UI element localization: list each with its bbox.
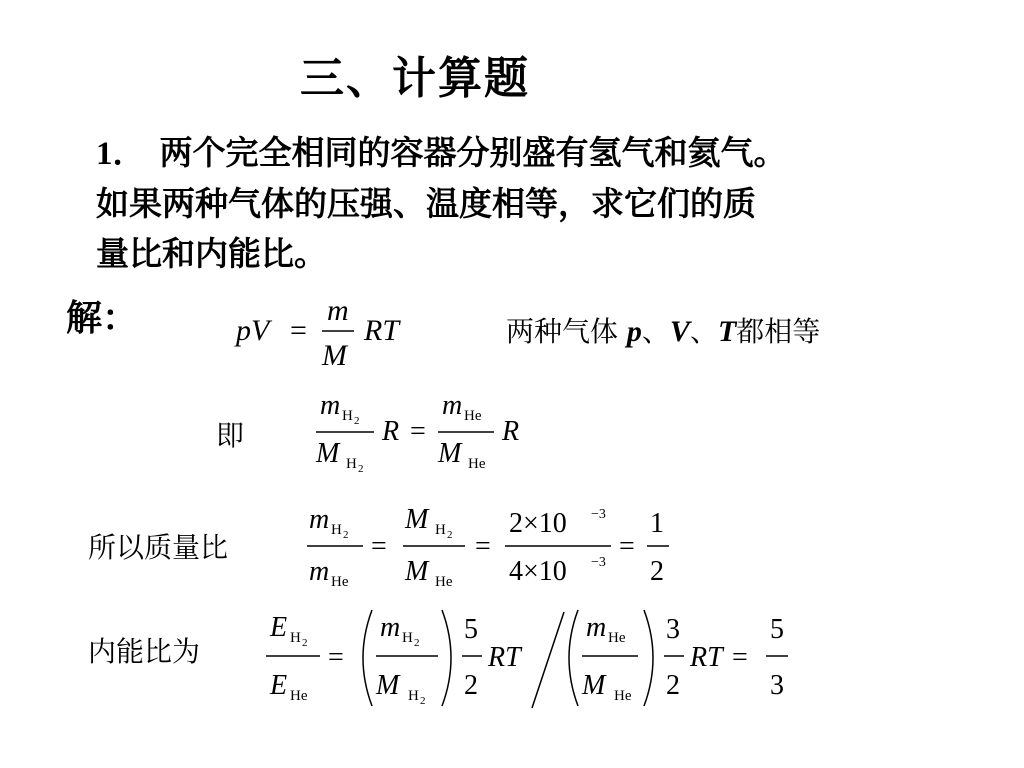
condition-note: 两种气体 p、V、T都相等	[506, 315, 821, 348]
svg-text:2: 2	[447, 529, 453, 541]
svg-text:H: H	[331, 522, 342, 538]
svg-text:=: =	[328, 642, 344, 673]
svg-text:H: H	[346, 456, 357, 472]
ideal-gas-equation	[230, 295, 430, 375]
ji-label: 即	[216, 419, 245, 452]
svg-text:E: E	[270, 670, 288, 701]
svg-text:2: 2	[650, 556, 664, 587]
svg-text:M: M	[322, 339, 347, 372]
svg-text:3: 3	[770, 670, 784, 701]
problem-line-1: 1． 两个完全相同的容器分别盛有氢气和氦气。	[96, 133, 787, 172]
svg-text:R: R	[382, 416, 400, 447]
svg-text:RT: RT	[690, 642, 723, 673]
svg-text:He: He	[614, 688, 632, 704]
svg-text:5: 5	[770, 614, 784, 645]
svg-text:=: =	[732, 642, 748, 673]
svg-text:=: =	[475, 531, 491, 562]
svg-text:M: M	[438, 438, 462, 469]
problem-statement	[96, 128, 976, 279]
svg-text:m: m	[309, 556, 330, 587]
mass-ratio-label: 所以质量比	[88, 531, 229, 564]
svg-text:2: 2	[420, 695, 426, 707]
solution-label: 解：	[66, 298, 139, 339]
svg-text:3: 3	[666, 614, 680, 645]
svg-text:2: 2	[302, 637, 308, 649]
svg-text:−3: −3	[591, 555, 606, 570]
page-title: 三、计算题	[300, 53, 530, 104]
energy-ratio-equation	[262, 604, 802, 714]
equality-equation	[310, 390, 540, 480]
svg-text:He: He	[608, 630, 626, 646]
svg-text:=: =	[290, 314, 307, 347]
svg-text:1: 1	[650, 508, 664, 539]
svg-text:m: m	[309, 504, 330, 535]
svg-text:He: He	[290, 688, 308, 704]
svg-text:RT: RT	[488, 642, 521, 673]
svg-text:4×10: 4×10	[509, 556, 567, 587]
svg-text:He: He	[331, 574, 349, 590]
svg-text:H: H	[435, 522, 446, 538]
svg-text:M: M	[316, 438, 340, 469]
problem-line-2: 如果两种气体的压强、温度相等，求它们的质	[96, 184, 756, 223]
svg-text:5: 5	[464, 614, 478, 645]
svg-text:2: 2	[358, 463, 364, 475]
svg-text:2×10: 2×10	[509, 508, 567, 539]
svg-text:H: H	[402, 630, 413, 646]
svg-text:2: 2	[354, 415, 360, 427]
svg-text:R: R	[502, 416, 520, 447]
svg-text:M: M	[405, 504, 429, 535]
svg-text:−3: −3	[591, 507, 606, 522]
svg-text:M: M	[582, 670, 606, 701]
energy-ratio-label: 内能比为	[88, 635, 201, 668]
svg-text:m: m	[442, 390, 463, 421]
svg-text:pV: pV	[236, 314, 270, 347]
problem-line-3: 量比和内能比。	[96, 234, 327, 273]
svg-text:=: =	[619, 531, 635, 562]
svg-text:M: M	[376, 670, 400, 701]
svg-text:=: =	[410, 416, 426, 447]
svg-text:m: m	[320, 390, 341, 421]
svg-text:He: He	[468, 456, 486, 472]
svg-text:=: =	[371, 531, 387, 562]
svg-text:2: 2	[343, 529, 349, 541]
svg-text:He: He	[435, 574, 453, 590]
mass-ratio-equation	[305, 500, 685, 595]
svg-text:m: m	[327, 294, 349, 327]
svg-text:m: m	[586, 612, 607, 643]
svg-text:2: 2	[414, 637, 420, 649]
svg-text:2: 2	[464, 670, 478, 701]
svg-text:E: E	[270, 612, 288, 643]
svg-text:RT: RT	[364, 314, 400, 347]
svg-text:2: 2	[666, 670, 680, 701]
svg-text:m: m	[380, 612, 401, 643]
svg-text:H: H	[290, 630, 301, 646]
problem-number: 1．	[96, 136, 146, 172]
svg-text:M: M	[405, 556, 429, 587]
svg-text:He: He	[464, 408, 482, 424]
svg-text:H: H	[342, 408, 353, 424]
svg-text:H: H	[408, 688, 419, 704]
